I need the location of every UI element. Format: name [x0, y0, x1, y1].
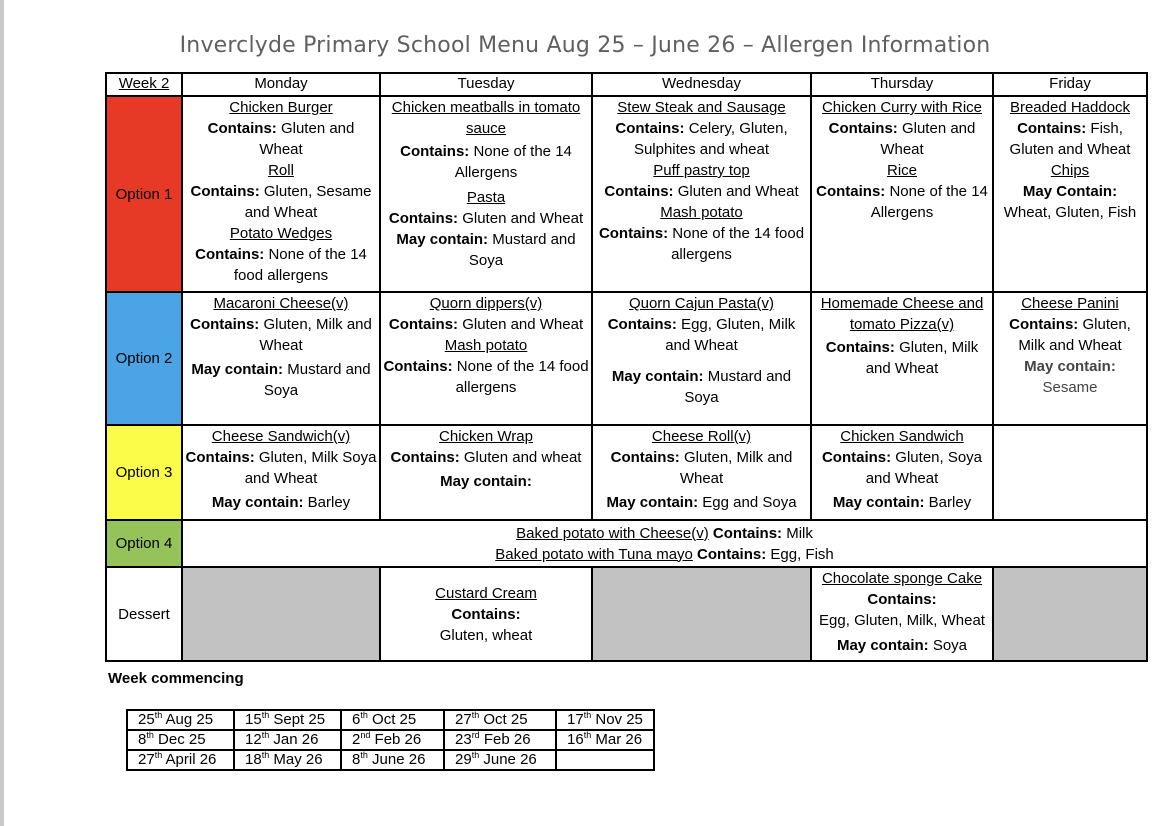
- header-row: [106, 73, 1147, 96]
- dessert-row: [106, 567, 1147, 661]
- dish-name: Roll: [268, 162, 294, 179]
- allergen-text: Gluten, Milk and Wheat: [259, 316, 372, 354]
- allergen-text: None of the 14 Allergens: [870, 183, 988, 221]
- dish-name: Stew Steak and Sausage: [617, 99, 786, 116]
- contains-label: Contains:: [185, 449, 255, 466]
- contains-label: Contains:: [610, 449, 680, 466]
- dish-name: Chicken Sandwich: [840, 428, 964, 445]
- date-cell: 12th Jan 26: [234, 730, 341, 750]
- date-cell: 16th Mar 26: [556, 730, 654, 750]
- allergen-text: Gluten, Milk Soya and Wheat: [244, 449, 377, 487]
- allergen-text: Egg, Gluten, Milk and Wheat: [665, 316, 796, 354]
- contains-label: Contains:: [598, 225, 669, 242]
- date-cell: 23rd Feb 26: [444, 730, 556, 750]
- day-header-tuesday: Tuesday: [380, 73, 592, 96]
- may-contain-label: May Contain:: [1022, 183, 1118, 200]
- contains-label: Contains:: [604, 183, 674, 200]
- allergen-text: Mustard and Soya: [468, 231, 576, 269]
- allergen-text: Milk: [782, 524, 813, 542]
- date-cell: 15th Sept 25: [234, 710, 341, 730]
- may-contain-label: May contain:: [440, 473, 532, 490]
- may-contain-label: May contain:: [836, 637, 929, 654]
- allergen-text: Gluten, Milk and Wheat: [679, 449, 793, 487]
- option-3-friday-empty: [993, 425, 1147, 520]
- date-cell: 25th Aug 25: [127, 710, 234, 730]
- allergen-text: None of the 14 food allergens: [452, 358, 589, 396]
- allergen-text: Gluten, Milk and Wheat: [865, 339, 979, 377]
- week-commencing-label: Week commencing: [108, 670, 244, 687]
- allergen-text: Gluten and Wheat: [458, 210, 584, 227]
- date-cell: 18th May 26: [234, 750, 341, 770]
- allergen-text: Celery, Gluten, Sulphites and wheat: [633, 120, 788, 158]
- option-2-wednesday: [592, 292, 811, 425]
- allergen-text: Egg, Fish: [766, 545, 834, 563]
- dish-name: Breaded Haddock: [1009, 99, 1131, 116]
- dish-name: Puff pastry top: [653, 162, 750, 179]
- date-cell: 8th June 26: [341, 750, 444, 770]
- dessert-monday-empty: [182, 567, 380, 661]
- option-3-label: Option 3: [106, 425, 182, 520]
- may-contain-label: May contain:: [1024, 358, 1116, 375]
- option-2-friday: [993, 292, 1147, 425]
- allergen-text: Fish, Gluten and Wheat: [1009, 120, 1131, 158]
- dish-name: Mash potato: [444, 337, 528, 354]
- dish-name: Cheese Sandwich(v): [211, 428, 351, 445]
- dish-name: Cheese Roll(v): [651, 428, 752, 445]
- dessert-wednesday-empty: [592, 567, 811, 661]
- allergen-text: Gluten and Wheat: [673, 183, 799, 200]
- left-edge-rule: [0, 0, 4, 826]
- date-cell: 6th Oct 25: [341, 710, 444, 730]
- option-2-thursday: [811, 292, 993, 425]
- allergen-text: Mustard and Soya: [684, 368, 792, 406]
- page-title: Inverclyde Primary School Menu Aug 25 – June 26 – Allergen Information: [179, 33, 991, 58]
- option-1-label: Option 1: [106, 96, 182, 292]
- allergen-text: Wheat, Gluten, Fish: [1003, 204, 1137, 221]
- dish-name: Macaroni Cheese(v): [213, 295, 349, 312]
- contains-label: Contains:: [388, 210, 459, 227]
- contains-label: Contains:: [190, 316, 260, 333]
- contains-label: Contains:: [816, 183, 886, 200]
- option-4-row: [106, 520, 1147, 567]
- date-cell: 27th April 26: [127, 750, 234, 770]
- contains-label: Contains:: [1009, 316, 1079, 333]
- allergen-text: Gluten, Milk and Wheat: [1018, 316, 1131, 354]
- allergen-text: Egg and Soya: [698, 494, 797, 511]
- menu-table: [105, 72, 1148, 662]
- option-3-row: [106, 425, 1147, 520]
- dish-name: Quorn dippers(v): [429, 295, 543, 312]
- allergen-text: Gluten and Wheat: [259, 120, 355, 158]
- date-cell: 17th Nov 25: [556, 710, 654, 730]
- dates-row: [127, 750, 654, 770]
- option-2-label: Option 2: [106, 292, 182, 425]
- contains-label: Contains:: [388, 316, 459, 333]
- option-3-tuesday: [380, 425, 592, 520]
- contains-label: Contains:: [400, 143, 470, 160]
- contains-label: Contains:: [1017, 120, 1087, 137]
- may-contain-label: May contain:: [211, 494, 304, 511]
- contains-label: Contains:: [825, 339, 895, 356]
- contains-label: Contains:: [607, 316, 677, 333]
- option-1-thursday: [811, 96, 993, 292]
- option-2-monday: [182, 292, 380, 425]
- date-cell: 2nd Feb 26: [341, 730, 444, 750]
- dates-row: [127, 710, 654, 730]
- contains-label: Contains:: [207, 120, 277, 137]
- option-1-tuesday: [380, 96, 592, 292]
- allergen-text: Barley: [303, 494, 351, 511]
- dessert-thursday: [811, 567, 993, 661]
- date-cell-empty: [556, 750, 654, 770]
- option-1-wednesday: [592, 96, 811, 292]
- dessert-label: Dessert: [106, 567, 182, 661]
- option-3-monday: [182, 425, 380, 520]
- dish-name: Cheese Panini: [1021, 295, 1119, 312]
- dish-name: Chips: [1050, 162, 1090, 179]
- allergen-text: Gluten, Soya and Wheat: [865, 449, 983, 487]
- may-contain-label: May contain:: [611, 368, 704, 385]
- allergen-text: Gluten, wheat: [439, 626, 533, 644]
- option-2-tuesday: [380, 292, 592, 425]
- date-cell: 29th June 26: [444, 750, 556, 770]
- dish-name: Chicken Wrap: [439, 428, 533, 445]
- option-2-row: [106, 292, 1147, 425]
- contains-label: Contains:: [697, 545, 767, 563]
- allergen-text: Sesame: [1042, 379, 1098, 396]
- contains-label: Contains:: [712, 524, 783, 542]
- contains-label: Contains:: [390, 449, 460, 466]
- allergen-text: Gluten and Wheat: [458, 316, 584, 333]
- contains-label: Contains:: [190, 183, 260, 200]
- allergen-text: Soya: [928, 637, 968, 654]
- day-header-wednesday: Wednesday: [592, 73, 811, 96]
- allergen-text: Mustard and Soya: [263, 361, 371, 399]
- option-4-dishes: [182, 520, 1147, 567]
- dish-name: Baked potato with Tuna mayo: [495, 545, 693, 563]
- dish-name: Mash potato: [660, 204, 743, 221]
- contains-label: Contains:: [867, 591, 937, 608]
- date-cell: 27th Oct 25: [444, 710, 556, 730]
- may-contain-label: May contain:: [396, 231, 489, 248]
- option-1-row: [106, 96, 1147, 292]
- dish-name: Quorn Cajun Pasta(v): [628, 295, 775, 312]
- option-4-label: Option 4: [106, 520, 182, 567]
- dish-name: Chocolate sponge Cake: [821, 570, 983, 587]
- dish-name: Chicken Burger: [229, 99, 333, 116]
- dish-name: Rice: [886, 162, 917, 179]
- dish-name: Homemade Cheese and tomato Pizza(v): [820, 295, 984, 333]
- allergen-text: Gluten and wheat: [459, 449, 582, 466]
- contains-label: Contains:: [451, 605, 521, 623]
- dish-name: Chicken Curry with Rice: [821, 99, 983, 116]
- option-1-friday: [993, 96, 1147, 292]
- allergen-text: Gluten and Wheat: [880, 120, 976, 158]
- may-contain-label: May contain:: [191, 361, 284, 378]
- allergen-text: None of the 14 food allergens: [233, 246, 367, 284]
- may-contain-label: May contain:: [606, 494, 699, 511]
- week-label: Week 2: [106, 73, 182, 96]
- allergen-text: Egg, Gluten, Milk, Wheat: [819, 612, 985, 629]
- contains-label: Contains:: [383, 358, 453, 375]
- dish-name: Chicken meatballs in tomato sauce: [391, 99, 581, 137]
- option-3-thursday: [811, 425, 993, 520]
- week-commencing-table: [126, 709, 655, 771]
- date-cell: 8th Dec 25: [127, 730, 234, 750]
- dessert-friday-empty: [993, 567, 1147, 661]
- may-contain-label: May contain:: [832, 494, 925, 511]
- dates-row: [127, 730, 654, 750]
- day-header-friday: Friday: [993, 73, 1147, 96]
- contains-label: Contains:: [821, 449, 892, 466]
- day-header-thursday: Thursday: [811, 73, 993, 96]
- dish-name: Baked potato with Cheese(v): [516, 524, 709, 542]
- allergen-text: None of the 14 food allergens: [668, 225, 805, 263]
- contains-label: Contains:: [615, 120, 685, 137]
- contains-label: Contains:: [828, 120, 898, 137]
- day-header-monday: Monday: [182, 73, 380, 96]
- allergen-text: None of the 14 Allergens: [454, 143, 572, 181]
- dish-name: Custard Cream: [435, 584, 537, 602]
- option-1-monday: [182, 96, 380, 292]
- contains-label: Contains:: [195, 246, 265, 263]
- option-3-wednesday: [592, 425, 811, 520]
- allergen-text: Gluten, Sesame and Wheat: [244, 183, 372, 221]
- dessert-tuesday: [380, 567, 592, 661]
- allergen-text: Barley: [924, 494, 972, 511]
- dish-name: Pasta: [466, 189, 506, 206]
- dish-name: Potato Wedges: [229, 225, 333, 242]
